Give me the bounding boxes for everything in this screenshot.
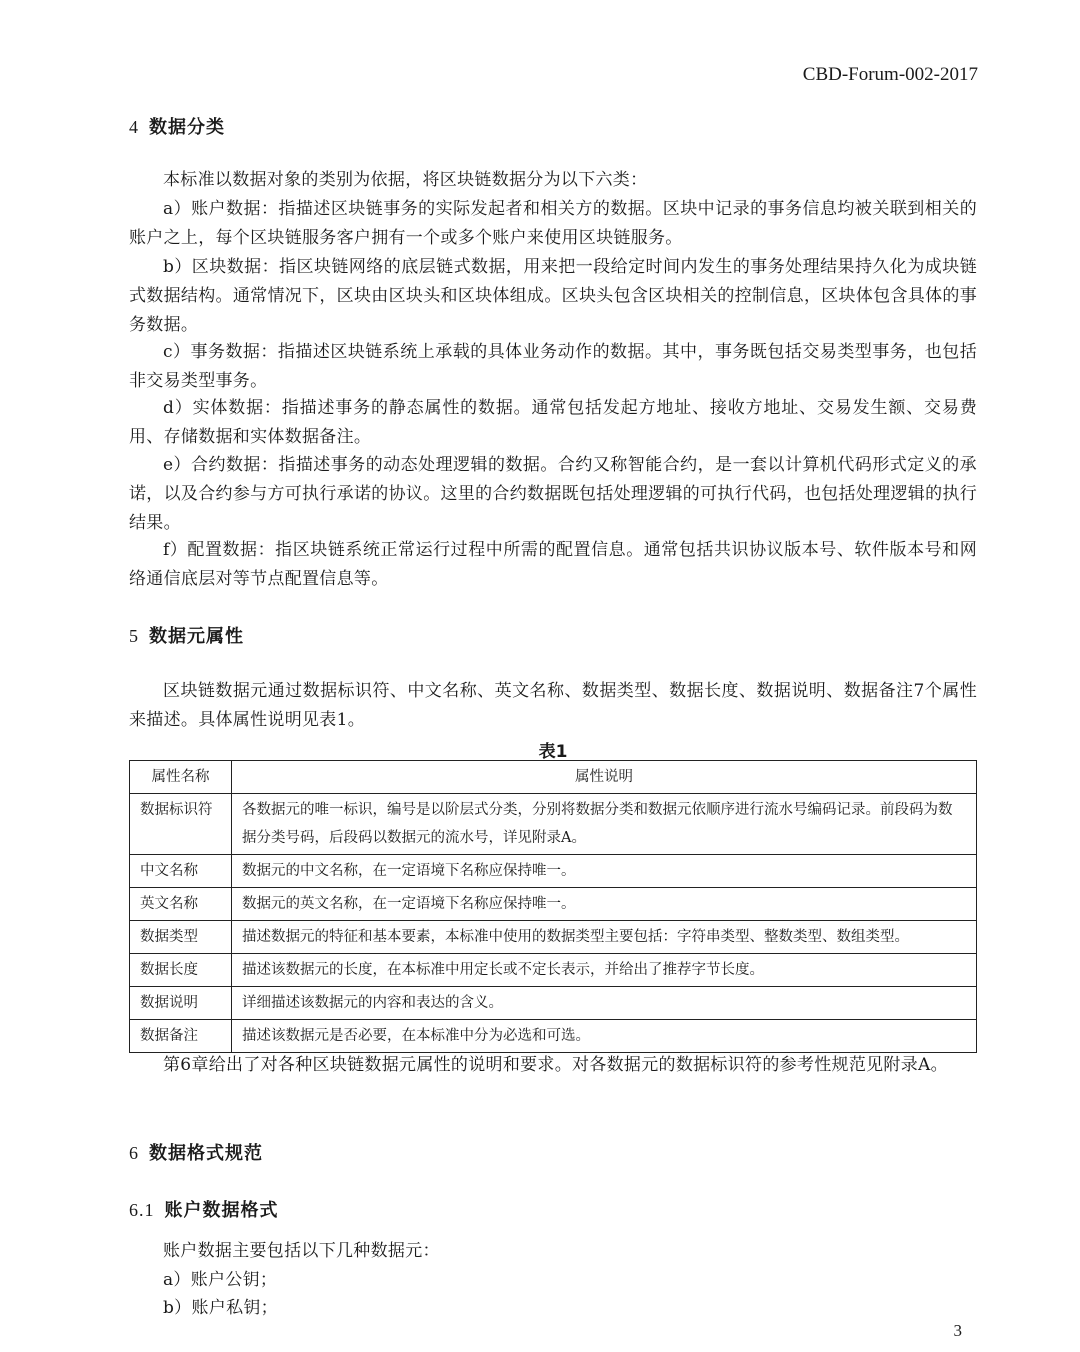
table-row (130, 888, 977, 921)
attribute-table (129, 760, 977, 1053)
section-number: 5 (129, 626, 139, 646)
subsection-title: 账户数据格式 (164, 1200, 279, 1221)
table-header-row (130, 761, 977, 794)
paragraph: c）事务数据：指描述区块链系统上承载的具体业务动作的数据。其中，事务既包括交易类型事务，也包括非交易类型事务。 (129, 342, 977, 392)
table-caption: 表1 (538, 742, 568, 762)
table-cell: 数据长度 (130, 954, 232, 987)
table-row (130, 855, 977, 888)
section-title: 数据分类 (149, 117, 225, 138)
paragraph: e）合约数据：指描述事务的动态处理逻辑的数据。合约又称智能合约，是一套以计算机代码形式定义的承诺，以及合约参与方可执行承诺的协议。这里的合约数据既包括处理逻辑的可执行代码，也包括处理逻辑的执行结果。 (129, 455, 977, 534)
paragraph: d）实体数据：指描述事务的静态属性的数据。通常包括发起方地址、接收方地址、交易发生额、交易费用、存储数据和实体数据备注。 (129, 398, 977, 448)
table-cell: 各数据元的唯一标识，编号是以阶层式分类，分别将数据分类和数据元依顺序进行流水号编码记录。前段码为数据分类号码，后段码以数据元的流水号，详见附录A。 (232, 794, 977, 855)
table-cell: 描述数据元的特征和基本要素，本标准中使用的数据类型主要包括：字符串类型、整数类型、数组类型。 (232, 921, 977, 954)
table-row (130, 794, 977, 855)
table-cell: 数据类型 (130, 921, 232, 954)
table-row (130, 921, 977, 954)
subsection-6-1-heading (129, 1196, 279, 1222)
table-cell: 详细描述该数据元的内容和表达的含义。 (232, 987, 977, 1020)
table-cell: 描述该数据元的长度，在本标准中用定长或不定长表示，并给出了推荐字节长度。 (232, 954, 977, 987)
section-title: 数据元属性 (149, 626, 244, 647)
table-cell: 中文名称 (130, 855, 232, 888)
table-cell: 数据标识符 (130, 794, 232, 855)
section-title: 数据格式规范 (149, 1143, 263, 1164)
subsection-number: 6.1 (129, 1200, 155, 1220)
table-row (130, 954, 977, 987)
table-cell: 数据元的英文名称，在一定语境下名称应保持唯一。 (232, 888, 977, 921)
paragraph: 区块链数据元通过数据标识符、中文名称、英文名称、数据类型、数据长度、数据说明、数据备注7个属性来描述。具体属性说明见表1。 (129, 681, 977, 731)
section-number: 6 (129, 1143, 139, 1163)
section-5-heading (129, 622, 244, 648)
table-cell: 数据元的中文名称，在一定语境下名称应保持唯一。 (232, 855, 977, 888)
section-number: 4 (129, 117, 139, 137)
table-header-cell: 属性说明 (232, 761, 977, 794)
document-id: CBD-Forum-002-2017 (802, 64, 978, 85)
paragraph: 账户数据主要包括以下几种数据元： (163, 1241, 440, 1261)
table-cell: 数据备注 (130, 1020, 232, 1053)
paragraph: f）配置数据：指区块链系统正常运行过程中所需的配置信息。通常包括共识协议版本号、软件版本号和网络通信底层对等节点配置信息等。 (129, 540, 977, 590)
table-cell: 描述该数据元是否必要，在本标准中分为必选和可选。 (232, 1020, 977, 1053)
table-header-cell: 属性名称 (130, 761, 232, 794)
list-item: b）账户私钥； (163, 1298, 278, 1318)
paragraph: 本标准以数据对象的类别为依据，将区块链数据分为以下六类： (163, 170, 648, 190)
table-row (130, 987, 977, 1020)
section-6-heading (129, 1139, 263, 1165)
section-4-heading (129, 113, 225, 139)
paragraph: b）区块数据：指区块链网络的底层链式数据，用来把一段给定时间内发生的事务处理结果持久化为成块链式数据结构。通常情况下，区块由区块头和区块体组成。区块头包含区块相关的控制信息，区块体包含具体的事务数据。 (129, 257, 977, 336)
paragraph: 第6章给出了对各种区块链数据元属性的说明和要求。对各数据元的数据标识符的参考性规范见附录A。 (163, 1055, 948, 1075)
table-cell: 数据说明 (130, 987, 232, 1020)
table-row (130, 1020, 977, 1053)
table-cell: 英文名称 (130, 888, 232, 921)
list-item: a）账户公钥； (163, 1270, 278, 1290)
paragraph: a）账户数据：指描述区块链事务的实际发起者和相关方的数据。区块中记录的事务信息均被关联到相关的账户之上，每个区块链服务客户拥有一个或多个账户来使用区块链服务。 (129, 199, 977, 249)
page-number: 3 (953, 1321, 962, 1340)
